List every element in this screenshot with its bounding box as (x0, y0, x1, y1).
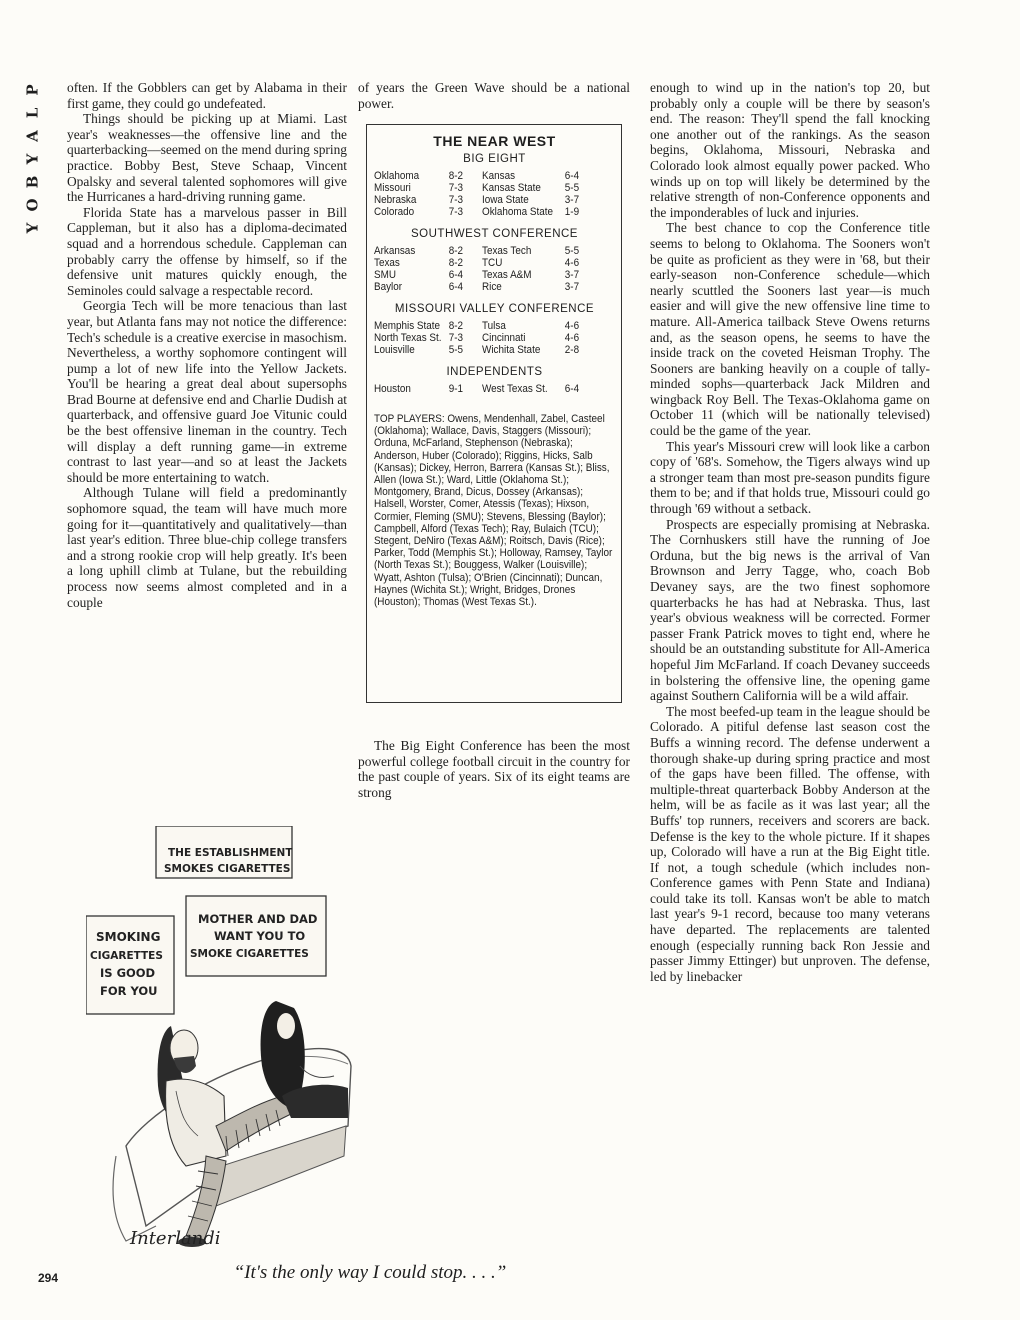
masthead (22, 78, 48, 239)
team-name: Texas A&M (482, 269, 532, 281)
paragraph: The best chance to cop the Conference title seems to belong to Oklahoma. The Sooners won't be quite as proficient as they were in '68, but their early-season non-Conference schedule—which nearly scuttled the Sooners last year—is much easier and will give the new offensive line time to mature. All-America tailback Steve Owens returns and, as the season opens, he seems to have the inside track on the coveted Heisman Trophy. The Sooners are banking heavily on a couple of tally-minded sophs—quarterback Jack Mildren and wingback Roy Bell. The Texas-Oklahoma game on October 11 (which will be nationally televised) could be the game of the year. (650, 220, 930, 439)
team-record: 7-3 (448, 206, 464, 218)
column-2-bottom-text: The Big Eight Conference has been the most powerful college football circuit in the country for the past couple of years. Six of its eight teams are strong (358, 738, 630, 800)
sign-mother-dad-line1: MOTHER AND DAD (198, 912, 318, 926)
paragraph: Prospects are especially promising at Nebraska. The Cornhuskers still have the running of Joe Orduna, but the big news is the arrival of Van Brownson and Jerry Tagge, who, coach Bob Devaney says, are the two finest sophomore quarterbacks he has had at Nebraska. Thus, last year's obvious weakness will be corrected. Former passer Frank Patrick moves to tight end, where he should be an outstanding substitute for All-America hopeful Jim McFarland. If coach Devaney succeeds in bolstering the offensive line, the opening game against Southern California will be a wild affair. (650, 516, 930, 704)
table-title: THE NEAR WEST (433, 133, 556, 149)
team-record: 3-7 (564, 269, 580, 281)
cartoon-illustration (86, 826, 354, 1266)
team-record: 1-9 (564, 206, 580, 218)
sign-smoking-line4: FOR YOU (100, 984, 158, 998)
table-row (374, 332, 615, 344)
team-record: 8-2 (448, 320, 464, 332)
masthead-letter: B (23, 174, 42, 189)
table-row (374, 344, 615, 356)
table-row (374, 320, 615, 332)
team-name: North Texas St. (374, 332, 442, 344)
team-name: Arkansas (374, 245, 416, 257)
column-2-top-text: of years the Green Wave should be a national power. (358, 80, 630, 111)
paragraph: The most beefed-up team in the league should be Colorado. A pitiful defense last season cost the Buffs a winning record. The defense underwent a thorough shake-up during spring practice and most of the gaps have been filled. The offense, with multiple-threat quarterback Bobby Anderson at the helm, will be as facile as it was last year; all the Buffs' top runners, receivers and scorers are back. Defense is the key to the whole picture. If it shapes up, Colorado will have a run at the Big Eight title. If not, a tough schedule (which includes non-Conference games with Penn State and Indiana) could take its toll. Kansas won't be able to match last year's 9-1 record, because too many veterans have departed. The replacements are talented enough (especially running back Ron Jessie and passer Jimmy Ettinger) but unproven. The defense, led by linebacker (650, 703, 930, 984)
top-players: TOP PLAYERS: Owens, Mendenhall, Zabel, Casteel (Oklahoma); Wallace, Davis, Staggers (Missouri); Orduna, McFarland, Stephenson (Nebraska); Anderson, Huber (Colorado); Riggins, Hicks, Salb (Kansas); Dickey, Herron, Barrera (Kansas St.); Bliss, Allen (Iowa St.); Ward, Little (Oklahoma St.); Montgomery, Brand, Dicus, Dossey (Arkansas); Halsell, Worster, Comer, Atessis (Texas); Hixson, Cormier, Fleming (SMU); Stevens, Blessing (Baylor); Campbell, Alford (Texas Tech); Ray, Bulaich (TCU); Stegent, DeNiro (Texas A&M); Roitsch, Davis (Rice); Parker, Todd (Memphis St.); Holloway, Ramsey, Taylor (North Texas St.); Bouggess, Walker (Louisville); Wyatt, Ashton (Tulsa); O'Brien (Cincinnati); Duncan, Haynes (Wichita St.); Wright, Bridges, Drones (Houston); Thomas (West Texas St.). (374, 413, 613, 609)
team-name: Nebraska (374, 194, 417, 206)
team-name: Cincinnati (482, 332, 526, 344)
table-row (374, 245, 615, 257)
cartoon-signature: Interlandi (130, 1228, 221, 1249)
table-row (374, 383, 615, 395)
table-row (374, 281, 615, 293)
team-name: Louisville (374, 344, 415, 356)
cartoon-caption: “It's the only way I could stop. . . .” (233, 1262, 507, 1283)
near-west-table (366, 124, 622, 703)
team-record: 8-2 (448, 257, 464, 269)
masthead-letter: A (23, 129, 42, 142)
team-name: Missouri (374, 182, 411, 194)
team-record: 3-7 (564, 281, 580, 293)
team-record: 7-3 (448, 332, 464, 344)
sign-smoking-line1: SMOKING (96, 930, 161, 944)
team-name: Texas Tech (482, 245, 532, 257)
team-name: Iowa State (482, 194, 529, 206)
paragraph: enough to wind up in the nation's top 20, but probably only a couple will be there by season's end. The reason: They'll spend the fall knocking one another out of the rankings. As the season begins, Oklahoma, Missouri, Nebraska and Colorado look almost equally power packed. Who winds up on top will likely be determined by the relative strength of non-Conference opponents and the imponderables of luck and injuries. (650, 80, 930, 220)
team-record: 5-5 (564, 245, 580, 257)
team-record: 4-6 (564, 320, 580, 332)
paragraph: Georgia Tech will be more tenacious than last year, but Atlanta fans may not notice the difference: Tech's schedule is a creative exercise in masochism. Nevertheless, a worthy sophomore contingent will pump a lot of new life into the Yellow Jackets. You'll be hearing a great deal about supersophs Brad Bourne at defensive end and Charlie Dudish at quarterback, and offensive guard Joe Vitunic could be the best offensive lineman in the country. Tech will display a deft running game—in extreme contrast to last year—and so at least the Jackets should be more entertaining to watch. (67, 298, 347, 485)
conference-header: INDEPENDENTS (446, 366, 543, 378)
team-name: Oklahoma (374, 170, 420, 182)
paragraph: This year's Missouri crew will look like a carbon copy of '68's. Somehow, the Tigers always wind up a stronger team than most pre-season pundits figure them to be; and if that holds true, Missouri could go through '69 without a setback. (650, 438, 930, 517)
team-name: Oklahoma State (482, 206, 553, 218)
masthead-letter: Y (23, 152, 42, 165)
team-record: 6-4 (564, 383, 580, 395)
team-record: 6-4 (448, 269, 464, 281)
team-name: Kansas State (482, 182, 541, 194)
team-name: Texas (374, 257, 400, 269)
team-name: SMU (374, 269, 397, 281)
column-3 (650, 80, 930, 984)
team-record: 4-6 (564, 257, 580, 269)
column-1 (67, 80, 347, 610)
team-name: West Texas St. (482, 383, 548, 395)
team-name: Kansas (482, 170, 516, 182)
table-row (374, 182, 615, 194)
team-record: 9-1 (448, 383, 464, 395)
paragraph: often. If the Gobblers can get by Alabama in their first game, they could go undefeated. (67, 80, 347, 111)
conference-header: MISSOURI VALLEY CONFERENCE (394, 303, 595, 315)
paragraph: Although Tulane will field a predominantly sophomore squad, the team will have much more going for it—quantitatively and qualitatively—than last year's edition. Three blue-chip college transfers and a strong rookie crop will help greatly. It's been a long uphill climb at Tulane, but the rebuilding process now seems almost completed and in a couple (67, 485, 347, 610)
table-row (374, 170, 615, 182)
conference-header: BIG EIGHT (463, 153, 526, 165)
team-name: Baylor (374, 281, 403, 293)
sign-establishment-line2: SMOKES CIGARETTES (164, 863, 291, 875)
team-name: Rice (482, 281, 502, 293)
team-record: 6-4 (564, 170, 580, 182)
table-row (374, 269, 615, 281)
table-row (374, 194, 615, 206)
table-row (374, 206, 615, 218)
team-name: Tulsa (482, 320, 506, 332)
team-record: 4-6 (564, 332, 580, 344)
team-record: 5-5 (564, 182, 580, 194)
masthead-letter: Y (23, 221, 42, 234)
column-2-top (358, 80, 630, 111)
sign-smoking-line3: IS GOOD (100, 966, 156, 980)
sign-mother-dad-line3: SMOKE CIGARETTES (190, 948, 309, 960)
page-number: 294 (38, 1271, 59, 1285)
team-record: 8-2 (448, 170, 464, 182)
table-row (374, 257, 615, 269)
paragraph: Things should be picking up at Miami. Last year's weaknesses—the offensive line and the quarterbacking—seemed on the mend during spring practice. Bobby Best, Steve Schaap, Vincent Opalsky and several talented sophomores will give the Hurricanes a hard-driving running game. (67, 111, 347, 205)
team-record: 8-2 (448, 245, 464, 257)
team-record: 7-3 (448, 182, 464, 194)
team-record: 3-7 (564, 194, 580, 206)
team-name: Houston (374, 383, 411, 395)
sign-smoking-line2: CIGARETTES (90, 950, 163, 962)
team-record: 5-5 (448, 344, 464, 356)
masthead-letter: L (23, 106, 42, 119)
masthead-letter: O (23, 197, 42, 212)
team-name: TCU (482, 257, 503, 269)
sign-establishment-line1: THE ESTABLISHMENT (168, 847, 293, 859)
paragraph: Florida State has a marvelous passer in Bill Cappleman, but it also has a diploma-decimated squad and a horrendous schedule. Cappleman can probably carry the offense by himself, so if the defensive unit matures quickly enough, the Seminoles could salvage a respectable record. (67, 204, 347, 298)
sign-mother-dad-line2: WANT YOU TO (214, 929, 306, 943)
masthead-letter: P (23, 83, 42, 96)
team-name: Wichita State (482, 344, 541, 356)
team-record: 6-4 (448, 281, 464, 293)
conference-header: SOUTHWEST CONFERENCE (411, 228, 578, 240)
team-record: 2-8 (564, 344, 580, 356)
team-name: Memphis State (374, 320, 441, 332)
team-name: Colorado (374, 206, 415, 218)
column-2-bottom (358, 738, 630, 800)
team-record: 7-3 (448, 194, 464, 206)
